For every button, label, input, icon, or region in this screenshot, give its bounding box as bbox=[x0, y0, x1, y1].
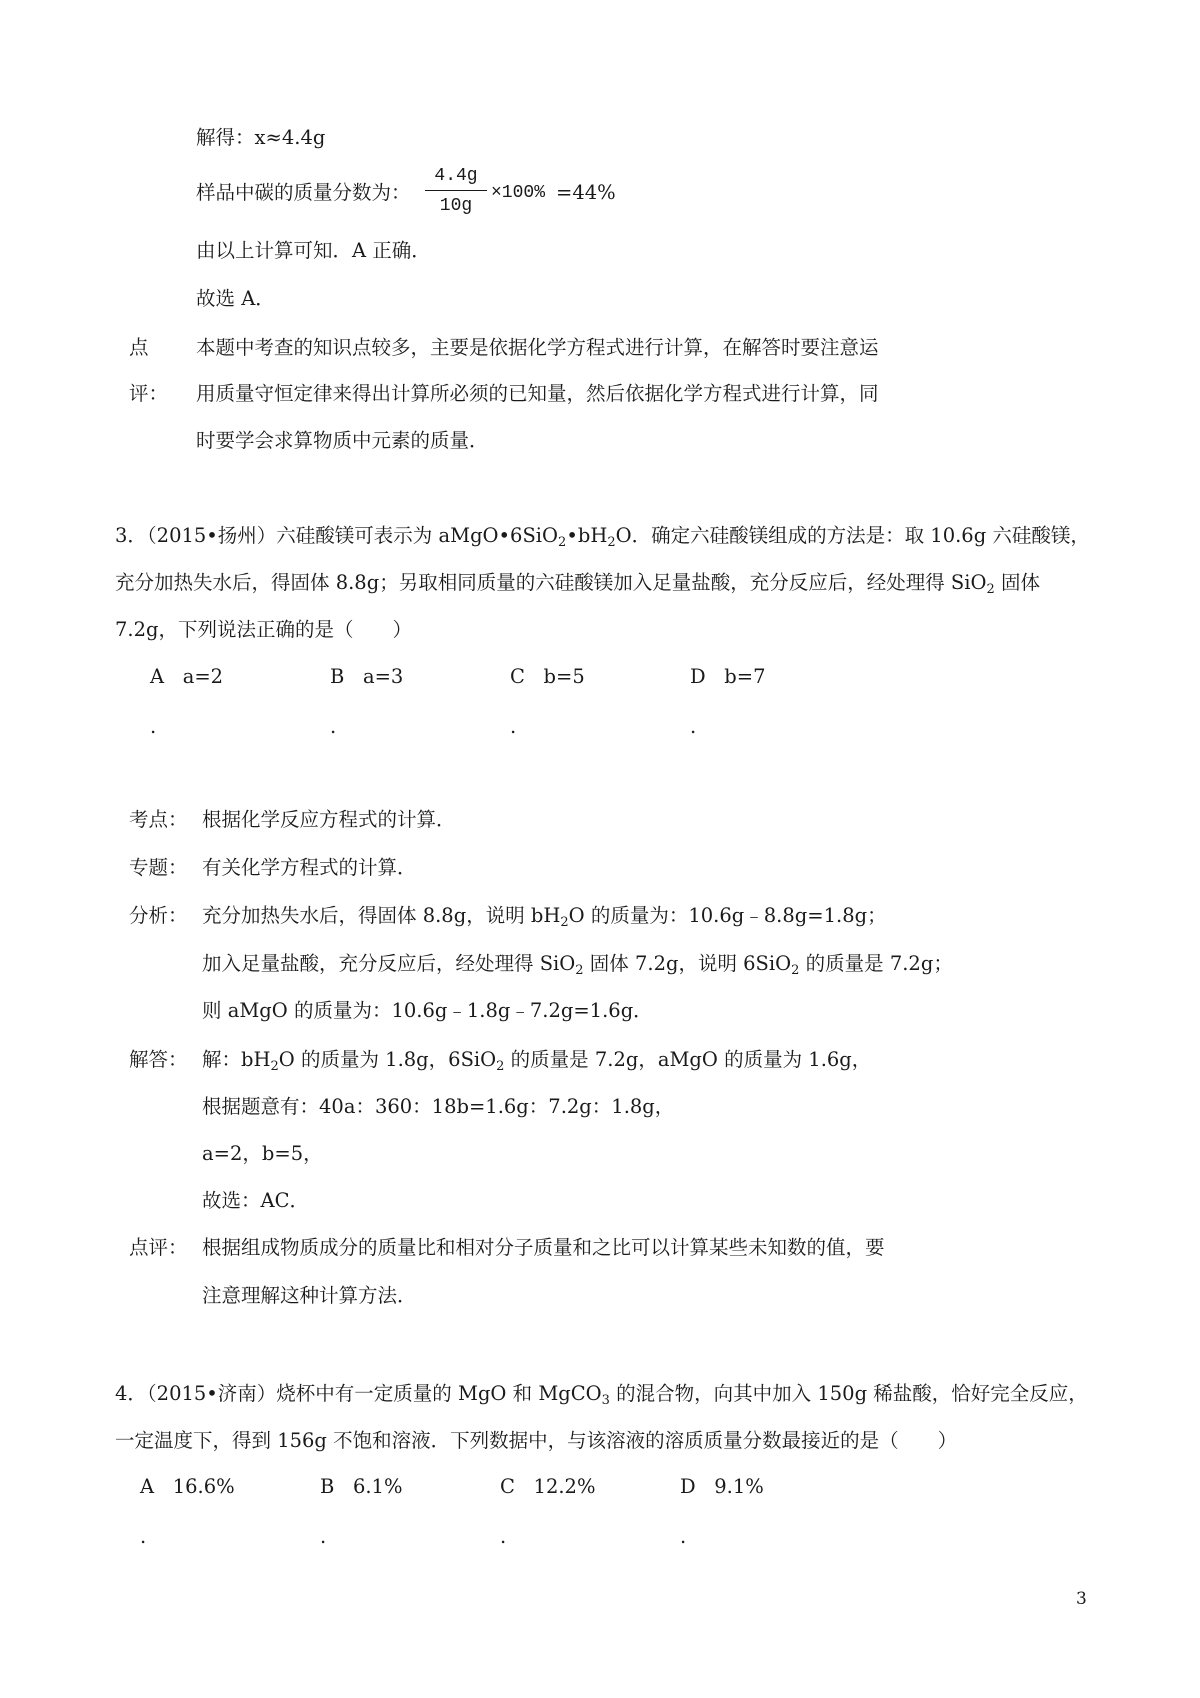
comment-line-1: 本题中考查的知识点较多，主要是依据化学方程式进行计算，在解答时要注意运 bbox=[196, 336, 879, 359]
dianping-line-1: 根据组成物质成分的质量比和相对分子质量和之比可以计算某些未知数的值，要 bbox=[202, 1236, 885, 1259]
comment-label-1: 点 bbox=[129, 336, 149, 359]
q3-stem-line-1: 3．（2015•扬州）六硅酸镁可表示为 $aMgO•6SiO_2•bH_2O$．确定六硅酸镁组成的方法是：取 10.6g 六硅酸镁， bbox=[115, 524, 1090, 550]
q3-stem-line-3: 7.2g，下列说法正确的是（ ） bbox=[115, 618, 412, 641]
fenxi-line-1: 充分加热失水后，得固体 8.8g，说明 $bH_2O$ 的质量为：10.6g﹣8.8g=1.8g； bbox=[202, 904, 887, 930]
comment-label-2: 评： bbox=[129, 382, 169, 405]
q4-option-b-dot: . bbox=[320, 1525, 327, 1548]
jieda-line-3: a=2，b=5， bbox=[202, 1142, 323, 1165]
jieda-line-4: 故选：AC． bbox=[202, 1189, 310, 1212]
q3-option-b: B a=3 bbox=[330, 665, 404, 688]
q4-option-d-dot: . bbox=[680, 1525, 687, 1548]
q3-option-b-dot: . bbox=[330, 715, 337, 738]
q4-option-c: C 12.2% bbox=[500, 1475, 596, 1498]
q3-option-c: C b=5 bbox=[510, 665, 585, 688]
kaodian-text: 根据化学反应方程式的计算． bbox=[202, 808, 456, 831]
conclusion-line: 由以上计算可知．A 正确． bbox=[196, 239, 431, 262]
q4-option-b: B 6.1% bbox=[320, 1475, 403, 1498]
kaodian-label: 考点： bbox=[129, 808, 188, 831]
jieda-line-1: 解：$bH_2O$ 的质量为 1.8g，6SiO$_2$ 的质量是 7.2g，aMgO 的质量为 1.6g， bbox=[202, 1048, 872, 1074]
fraction-denominator: 10g bbox=[439, 196, 473, 216]
q4-stem-line-2: 一定温度下，得到 156g 不饱和溶液．下列数据中，与该溶液的溶质质量分数最接近的是（ ） bbox=[115, 1429, 958, 1452]
fenxi-label: 分析： bbox=[129, 904, 188, 927]
jieda-label: 解答： bbox=[129, 1048, 188, 1071]
q4-option-a: A 16.6% bbox=[140, 1475, 235, 1498]
mass-fraction-prefix: 样品中碳的质量分数为： bbox=[196, 181, 411, 204]
zhuanti-label: 专题： bbox=[129, 856, 188, 879]
fraction-numerator: 4.4g bbox=[434, 166, 478, 186]
fenxi-line-3: 则 aMgO 的质量为：10.6g﹣1.8g﹣7.2g=1.6g． bbox=[202, 999, 653, 1022]
jieda-line-2: 根据题意有：40a：360：18b=1.6g：7.2g：1.8g， bbox=[202, 1095, 675, 1118]
page-number: 3 bbox=[1076, 1589, 1087, 1609]
fraction-result: =44% bbox=[556, 181, 616, 204]
q3-option-a: A a=2 bbox=[150, 665, 224, 688]
comment-line-3: 时要学会求算物质中元素的质量． bbox=[196, 429, 489, 452]
q3-option-d-dot: . bbox=[690, 715, 697, 738]
fraction bbox=[425, 166, 487, 222]
choice-line: 故选 A． bbox=[196, 287, 275, 310]
q4-option-c-dot: . bbox=[500, 1525, 507, 1548]
q4-stem-line-1: 4．（2015•济南）烧杯中有一定质量的 MgO 和 MgCO$_3$ 的混合物，向其中加入 150g 稀盐酸，恰好完全反应， bbox=[115, 1382, 1088, 1408]
q3-stem-line-2: 充分加热失水后，得固体 8.8g；另取相同质量的六硅酸镁加入足量盐酸，充分反应后，经处理得 SiO$_2$ 固体 bbox=[115, 571, 1040, 597]
solve-line: 解得：x≈4.4g bbox=[196, 126, 326, 149]
zhuanti-text: 有关化学方程式的计算． bbox=[202, 856, 417, 879]
comment-line-2: 用质量守恒定律来得出计算所必须的已知量，然后依据化学方程式进行计算，同 bbox=[196, 382, 879, 405]
fraction-multiplier: ×100% bbox=[491, 183, 546, 203]
q4-option-a-dot: . bbox=[140, 1525, 147, 1548]
q3-option-d: D b=7 bbox=[690, 665, 766, 688]
q3-option-c-dot: . bbox=[510, 715, 517, 738]
fraction-bar bbox=[425, 190, 487, 191]
dianping-label: 点评： bbox=[129, 1236, 188, 1259]
fenxi-line-2: 加入足量盐酸，充分反应后，经处理得 SiO$_2$ 固体 7.2g，说明 6SiO$_2$ 的质量是 7.2g； bbox=[202, 952, 953, 978]
dianping-line-2: 注意理解这种计算方法． bbox=[202, 1284, 417, 1307]
q4-option-d: D 9.1% bbox=[680, 1475, 764, 1498]
q3-option-a-dot: . bbox=[150, 715, 157, 738]
